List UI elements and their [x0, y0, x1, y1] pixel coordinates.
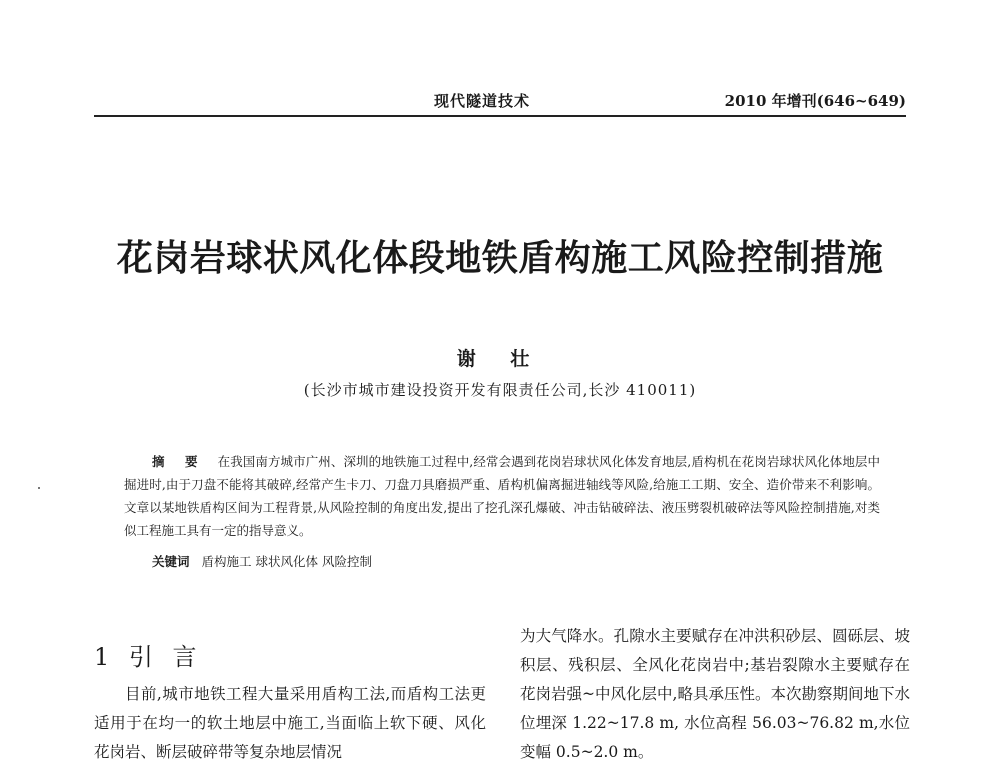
body-paragraph: 为大气降水。孔隙水主要赋存在冲洪积砂层、圆砾层、坡积层、残积层、全风化花岗岩中;基岩裂隙水主要赋存在花岗岩强~中风化层中,略具承压性。本次勘察期间地下水位埋深 1.22~17.8 m, 水位高程 56.03~76.82 m,水位变幅 0.5~2.0 m。	[520, 627, 910, 761]
journal-name: 现代隧道技术	[434, 92, 531, 110]
issue-info: 2010 年增刊(646~649)	[724, 92, 906, 110]
body-column-right	[520, 622, 910, 767]
keywords-label: 关键词	[152, 554, 190, 569]
abstract	[124, 450, 880, 542]
author-affiliation: (长沙市城市建设投资开发有限责任公司,长沙 410011)	[303, 381, 697, 399]
keywords	[152, 552, 852, 570]
running-header	[94, 86, 906, 114]
keywords-text: 盾构施工 球状风化体 风险控制	[201, 554, 372, 569]
abstract-text: 在我国南方城市广州、深圳的地铁施工过程中,经常会遇到花岗岩球状风化体发育地层,盾构机在花岗岩球状风化体地层中掘进时,由于刀盘不能将其破碎,经常产生卡刀、刀盘刀具磨损严重、盾构机偏离掘进轴线等风险,给施工工期、安全、造价带来不利影响。文章以某地铁盾构区间为工程背景,从风险控制的角度出发,提出了挖孔深孔爆破、冲击钻破碎法、液压劈裂机破碎法等风险控制措施,对类似工程施工具有一定的指导意义。	[124, 454, 880, 538]
body-paragraph: 目前,城市地铁工程大量采用盾构工法,而盾构工法更适用于在均一的软土地层中施工,当面临上软下硬、风化花岗岩、断层破碎带等复杂地层情况	[94, 685, 486, 761]
section-heading: 1 引 言	[94, 643, 203, 671]
author-name: 谢 壮	[456, 348, 544, 370]
paper-title: 花岗岩球状风化体段地铁盾构施工风险控制措施	[116, 238, 884, 279]
body-column-left	[94, 680, 486, 767]
abstract-label: 摘 要	[152, 454, 206, 469]
scan-speck	[38, 487, 40, 489]
header-rule	[94, 115, 906, 117]
